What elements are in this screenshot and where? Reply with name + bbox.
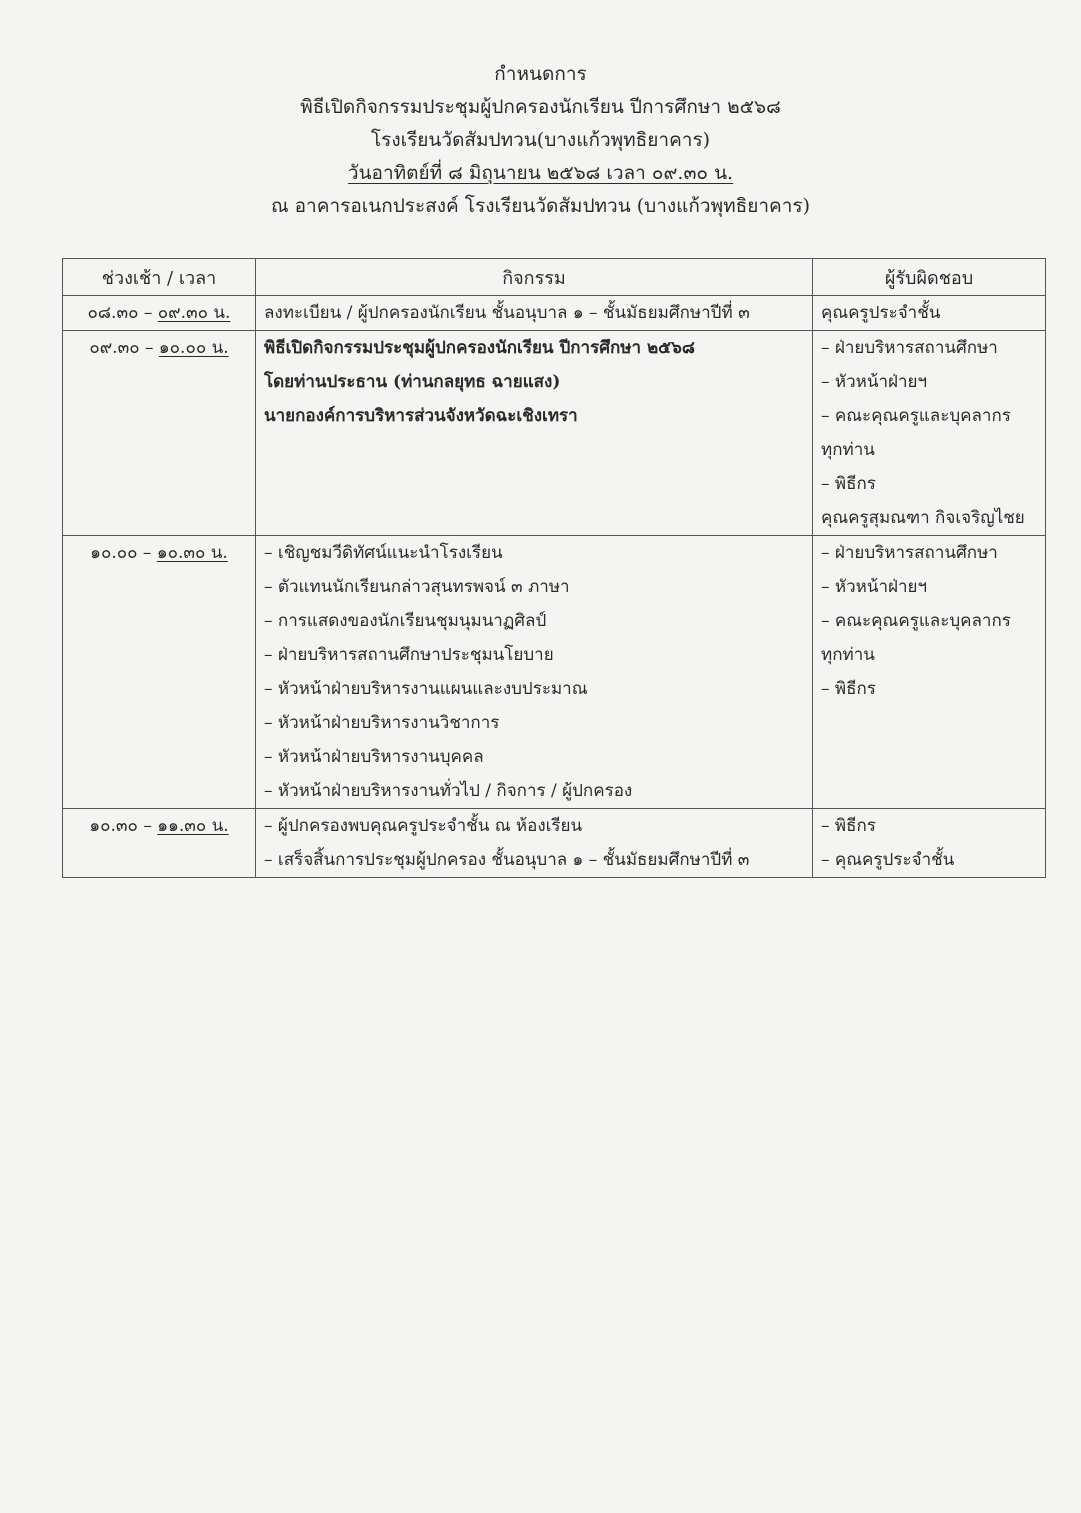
activity-line: – การแสดงของนักเรียนชุมนุมนาฏศิลป์ [264, 611, 547, 631]
column-header-time: ช่วงเช้า / เวลา [63, 259, 256, 296]
activity-cell [256, 809, 813, 878]
header-date-time: วันอาทิตย์ที่ ๘ มิถุนายน ๒๕๖๘ เวลา ๐๙.๓๐ น. [347, 162, 734, 184]
activity-line: – ผู้ปกครองพบคุณครูประจำชั้น ณ ห้องเรียน [264, 816, 583, 836]
header-school-name: โรงเรียนวัดสัมปทวน(บางแก้วพุทธิยาคาร) [370, 129, 711, 151]
time-start: ๐๘.๓๐ [87, 303, 139, 323]
activity-cell [256, 536, 813, 809]
time-separator: – [138, 303, 158, 323]
time-separator: – [137, 816, 158, 836]
responsible-line: – พิธีกร [821, 474, 876, 494]
time-separator: – [139, 338, 159, 358]
activity-line: – หัวหน้าฝ่ายบริหารงานแผนและงบประมาณ [264, 679, 588, 699]
responsible-line: – ฝ่ายบริหารสถานศึกษา [821, 543, 998, 563]
activity-line: – หัวหน้าฝ่ายบริหารงานทั่วไป / กิจการ / ผู้ปกครอง [264, 781, 633, 801]
time-start: ๑๐.๐๐ [90, 543, 138, 563]
column-header-responsible: ผู้รับผิดชอบ [813, 259, 1046, 296]
column-header-activity: กิจกรรม [256, 259, 813, 296]
time-start: ๑๐.๓๐ [89, 816, 138, 836]
responsible-line: – หัวหน้าฝ่ายฯ [821, 577, 928, 597]
responsible-line: ทุกท่าน [821, 645, 875, 665]
responsible-cell [813, 809, 1046, 878]
responsible-cell [813, 296, 1046, 331]
header-venue: ณ อาคารอเนกประสงค์ โรงเรียนวัดสัมปทวน (บางแก้วพุทธิยาคาร) [270, 195, 811, 217]
responsible-line: – คณะคุณครูและบุคลากร [821, 611, 1011, 631]
activity-line: นายกองค์การบริหารส่วนจังหวัดฉะเชิงเทรา [264, 406, 578, 426]
activity-cell [256, 331, 813, 536]
schedule-row [63, 296, 1046, 331]
responsible-line: – หัวหน้าฝ่ายฯ [821, 372, 928, 392]
activity-line: ลงทะเบียน / ผู้ปกครองนักเรียน ชั้นอนุบาล ๑ – ชั้นมัธยมศึกษาปีที่ ๓ [264, 303, 750, 323]
responsible-line: – พิธีกร [821, 679, 876, 699]
time-cell [63, 536, 256, 809]
responsible-line: ทุกท่าน [821, 440, 875, 460]
responsible-cell [813, 331, 1046, 536]
activity-line: พิธีเปิดกิจกรรมประชุมผู้ปกครองนักเรียน ปีการศึกษา ๒๕๖๘ [264, 338, 695, 358]
responsible-line: – ฝ่ายบริหารสถานศึกษา [821, 338, 998, 358]
schedule-table [62, 258, 1046, 878]
activity-cell [256, 296, 813, 331]
time-end: ๑๐.๓๐ น. [156, 543, 228, 563]
responsible-line: คุณครูสุมณฑา กิจเจริญไชย [821, 508, 1025, 528]
schedule-row [63, 536, 1046, 809]
time-end: ๑๐.๐๐ น. [158, 338, 229, 358]
schedule-row [63, 809, 1046, 878]
activity-line: – ตัวแทนนักเรียนกล่าวสุนทรพจน์ ๓ ภาษา [264, 577, 570, 597]
time-end: ๐๙.๓๐ น. [157, 303, 231, 323]
time-cell [63, 331, 256, 536]
document-header [0, 58, 1081, 223]
activity-line: – เชิญชมวีดิทัศน์แนะนำโรงเรียน [264, 543, 503, 563]
time-cell [63, 809, 256, 878]
time-end: ๑๑.๓๐ น. [157, 816, 229, 836]
schedule-header-row [63, 259, 1046, 296]
responsible-line: คุณครูประจำชั้น [821, 303, 941, 323]
header-event-name: พิธีเปิดกิจกรรมประชุมผู้ปกครองนักเรียน ปีการศึกษา ๒๕๖๘ [300, 96, 781, 118]
schedule-row [63, 331, 1046, 536]
time-separator: – [137, 543, 157, 563]
activity-line: – ฝ่ายบริหารสถานศึกษาประชุมนโยบาย [264, 645, 554, 665]
responsible-line: – คุณครูประจำชั้น [821, 850, 955, 870]
responsible-line: – พิธีกร [821, 816, 876, 836]
activity-line: โดยท่านประธาน (ท่านกลยุทธ ฉายแสง) [264, 372, 561, 392]
activity-line: – หัวหน้าฝ่ายบริหารงานบุคคล [264, 747, 484, 767]
activity-line: – เสร็จสิ้นการประชุมผู้ปกครอง ชั้นอนุบาล ๑ – ชั้นมัธยมศึกษาปีที่ ๓ [264, 850, 750, 870]
responsible-cell [813, 536, 1046, 809]
time-cell [63, 296, 256, 331]
time-start: ๐๙.๓๐ [89, 338, 140, 358]
responsible-line: – คณะคุณครูและบุคลากร [821, 406, 1011, 426]
header-title: กำหนดการ [494, 63, 587, 85]
activity-line: – หัวหน้าฝ่ายบริหารงานวิชาการ [264, 713, 500, 733]
